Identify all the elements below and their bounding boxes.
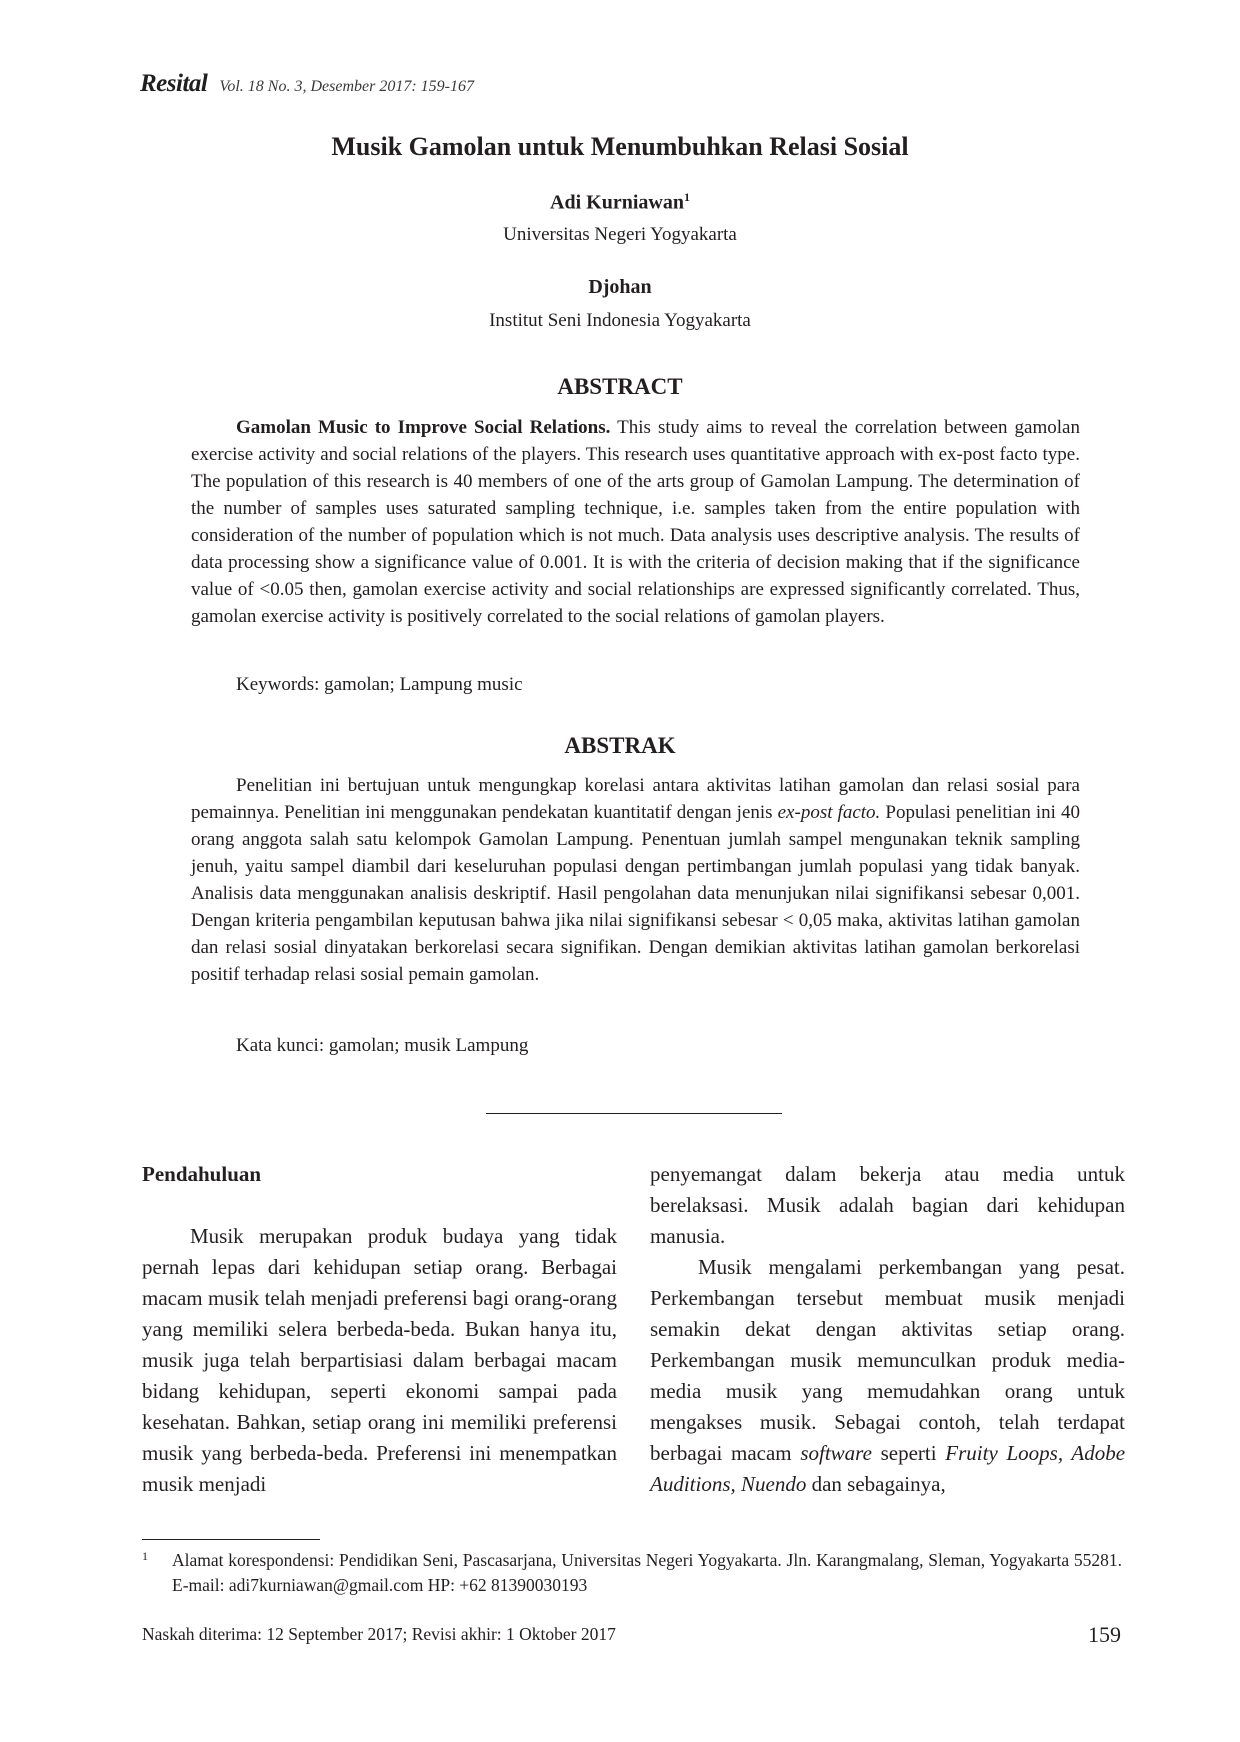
- abstract-english: Gamolan Music to Improve Social Relations. This study aims to reveal the correlation between gamolan exercise activity and social relations of the players. This research uses quantitative approach with ex-post facto type. The population of this research is 40 members of one of the arts group of Gamolan Lampung. The determination of the number of samples uses saturated sampling technique, i.e. samples taken from the entire population with consideration of the number of population which is not much. Data analysis uses descriptive analysis. The results of data processing show a significance value of 0.001. It is with the criteria of decision making that if the significance value of <0.05 then, gamolan exercise activity and social relationships are expressed significantly correlated. Thus, gamolan exercise activity is positively correlated to the social relations of gamolan players.: [191, 417, 1080, 627]
- abstract-lead: Gamolan Music to Improve Social Relations.: [236, 417, 611, 438]
- left-column: [142, 1159, 617, 1500]
- right-column: [650, 1159, 1125, 1500]
- received-date: Naskah diterima: 12 September 2017; Revisi akhir: 1 Oktober 2017: [142, 1624, 616, 1644]
- author-affiliation: Universitas Negeri Yogyakarta: [503, 224, 737, 245]
- footnote: [142, 1548, 1122, 1598]
- author-name: Djohan: [588, 276, 652, 298]
- author-affiliation: Institut Seni Indonesia Yogyakarta: [489, 310, 751, 331]
- abstract-indonesian: Penelitian ini bertujuan untuk mengungkap korelasi antara aktivitas latihan gamolan dan relasi sosial para pemainnya. Penelitian ini menggunakan pendekatan kuantitatif dengan jenis ex-post facto. Populasi penelitian ini 40 orang anggota salah satu kelompok Gamolan Lampung. Penentuan jumlah sampel mengunakan teknik sampling jenuh, yaitu sampel diambil dari keseluruhan populasi dengan pertimbangan jumlah populasi yang tidak banyak. Analisis data menggunakan analisis deskriptif. Hasil pengolahan data menunjukan nilai signifikansi sebesar 0,001. Dengan kriteria pengambilan keputusan bahwa jika nilai signifikansi sebesar < 0,05 maka, aktivitas latihan gamolan dan relasi sosial dinyatakan berkorelasi secara signifikan. Dengan demikian aktivitas latihan gamolan berkorelasi positif terhadap relasi sosial pemain gamolan.: [191, 775, 1081, 985]
- body-paragraph: penyemangat dalam bekerja atau media untuk berelaksasi. Musik adalah bagian dari kehidupan manusia.: [650, 1162, 1125, 1248]
- keywords: Keywords: gamolan; Lampung music: [236, 674, 523, 695]
- body-paragraph: Musik mengalami perkembangan yang pesat. Perkembangan tersebut membuat musik menjadi semakin dekat dengan aktivitas setiap orang. Perkembangan musik memunculkan produk media-media musik yang memudahkan orang untuk mengakses musik. Sebagai contoh, telah terdapat berbagai macam software seperti Fruity Loops, Adobe Auditions, Nuendo dan sebagainya,: [650, 1255, 1126, 1496]
- running-head: [140, 70, 474, 98]
- footnote-text: Alamat korespondensi: Pendidikan Seni, Pascasarjana, Universitas Negeri Yogyakarta. Jln. Karangmalang, Sleman, Yogyakarta 55281. E-mail: adi7kurniawan@gmail.com HP: +62 81390030193: [172, 1550, 1122, 1595]
- body-paragraph: Musik merupakan produk budaya yang tidak pernah lepas dari kehidupan setiap orang. Berbagai macam musik telah menjadi preferensi bagi orang-orang yang memiliki selera berbeda-beda. Bukan hanya itu, musik juga telah berpartisiasi dalam berbagai macam bidang kehidupan, seperti ekonomi sampai pada kesehatan. Bahkan, setiap orang ini memiliki preferensi musik yang berbeda-beda. Preferensi ini menempatkan musik menjadi: [142, 1224, 617, 1496]
- article-title: Musik Gamolan untuk Menumbuhkan Relasi Sosial: [331, 132, 909, 161]
- section-divider: [486, 1113, 782, 1114]
- footnote-ref: 1: [683, 190, 690, 204]
- page-number: 159: [1088, 1622, 1121, 1647]
- section-heading: Pendahuluan: [142, 1162, 262, 1186]
- journal-logo: Resital: [140, 70, 208, 97]
- abstract-heading: ABSTRACT: [557, 374, 683, 399]
- footnote-mark: 1: [142, 1549, 148, 1563]
- abstrak-heading: ABSTRAK: [564, 733, 676, 758]
- kata-kunci: Kata kunci: gamolan; musik Lampung: [236, 1035, 529, 1056]
- footnote-rule: [142, 1539, 320, 1540]
- author-name: Adi Kurniawan$^1$: [550, 190, 690, 214]
- citation: Vol. 18 No. 3, Desember 2017: 159-167: [219, 78, 474, 95]
